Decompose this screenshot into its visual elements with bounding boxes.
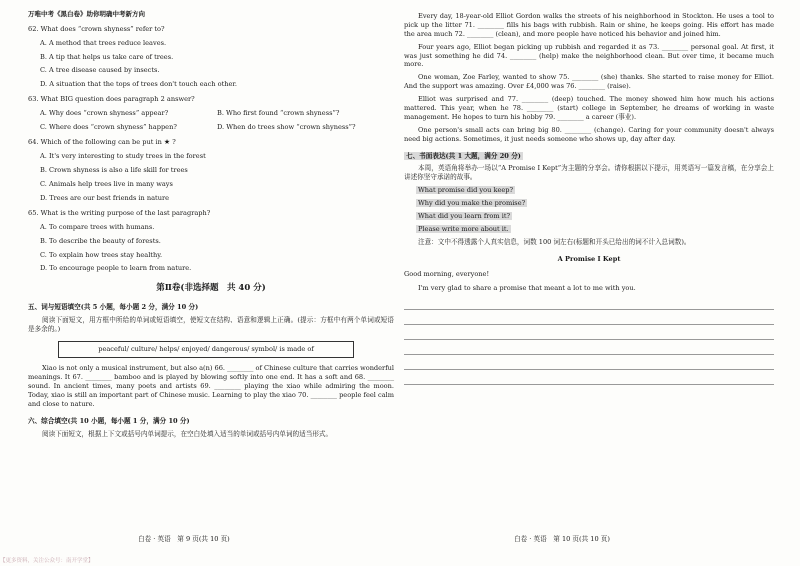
option: A. To compare trees with humans. [40,222,155,231]
prompt-text: Please write more about it. [418,224,509,233]
option: B. A tip that helps us take care of trees. [40,52,174,61]
passage-paragraph: One person's small acts can bring big 80. ________ (change). Caring for your community doesn't always need big actions. Sometimes, it just needs someone who shows up, day after day. [404,125,774,143]
prompt-text: What did you learn from it? [418,212,511,221]
option: C. Animals help trees live in many ways [40,180,173,189]
question-63 [28,95,394,132]
section7-title-text: 七、书面表达(共 1 大题，满分 20 分) [406,151,521,160]
page-footer-right: 白卷 · 英语 第 10 页(共 10 页) [514,535,610,544]
section7-title [404,152,774,161]
writing-line [404,295,774,310]
header-note: 万唯中考《黑白卷》助你明确中考新方向 [28,10,145,18]
option: A. It's very interesting to study trees in the forest [40,152,206,161]
option: A. A method that trees reduce leaves. [40,38,167,47]
right-column [404,0,774,566]
section5-instructions: 阅读下面短文，用方框中所给的单词或短语填空，使短文在结构、语意和逻辑上正确。(提示：方框中有两个单词或短语是多余的。) [28,315,394,333]
star-icon: ★ [163,137,171,146]
prompt-text: What promise did you keep? [418,186,514,195]
question-stem [28,138,394,147]
question-62 [28,25,394,89]
option: A. Why does “crown shyness” appear? [40,109,169,118]
passage-paragraph: Four years ago, Elliot began picking up rubbish and regarded it as 73. ________ personal goal. At first, it was just something he did 74. ________ (help) make the neighborhood clean. But over time, it became much more. [404,42,774,69]
option: D. To encourage people to learn from nature. [40,264,192,273]
option: B. Crown shyness is also a life skill for trees [40,166,188,175]
question-65 [28,209,394,273]
passage-paragraph: Elliot was surprised and 77. ________ (deep) touched. The money showed him how much his actions mattered. This year, when he 78. ________ (start) college in September, he dreams of working in waste management. He hopes to turn his hobby 79. ________ a career (事业). [404,95,774,121]
writing-area[interactable] [404,295,774,385]
option-row [40,109,394,118]
option: D. A situation that the tops of trees don't touch each other. [40,80,237,89]
section5-title: 五、词与短语填空(共 5 小题，每小题 2 分，满分 10 分) [28,302,199,311]
section6-title: 六、综合填空(共 10 小题，每小题 1 分，满分 10 分) [28,416,190,425]
option: D. Trees are our best friends in nature [40,194,170,202]
option: D. When do trees show “crown shyness”? [217,123,356,131]
question-stem: 65. What is the writing purpose of the last paragraph? [28,208,211,217]
stem-text: 64. Which of the following can be put in [28,137,164,146]
option: C. A tree disease caused by insects. [40,66,160,75]
word-box: peaceful/ culture/ helps/ enjoyed/ dangerous/ symbol/ is made of [58,341,354,358]
question-stem: 63. What BIG question does paragraph 2 answer? [28,95,195,104]
writing-line [404,355,774,370]
part2-title: 第Ⅱ卷(非选择题 共 40 分) [156,283,266,294]
writing-line [404,370,774,385]
writing-line [404,340,774,355]
option: C. To explain how trees stay healthy. [40,250,163,259]
passage-paragraph: Every day, 18-year-old Elliot Gordon walks the streets of his neighborhood in Stockton. He uses a tool to pick up the litter 71. ________ fills his bags with rubbish. Rain or shine, he keeps going. His effort has made the area much 72. ________ (clean), and more people have noticed his behavior and joined him. [404,12,774,38]
essay-opening: I'm very glad to share a promise that meant a lot to me with you. [418,284,636,293]
writing-line [404,325,774,340]
prompt-item [416,186,774,195]
essay-title: A Promise I Kept [557,254,621,263]
question-stem: 62. What does “crown shyness” refer to? [28,24,165,33]
stem-text: ? [170,137,176,146]
watermark-banner: 【更多资料，关注公众号：南开学堂】 [0,558,94,564]
option: B. To describe the beauty of forests. [40,236,161,245]
option: C. Where does “crown shyness” happen? [40,123,177,131]
question-64 [28,138,394,203]
section6-instructions: 阅读下面短文，根据上下文或括号内单词提示，在空白处填入适当的单词或括号内单词的适当形式。 [42,429,333,438]
prompt-item [416,225,774,234]
passage-paragraph: One woman, Zoe Farley, wanted to show 75. ________ (she) thanks. She started to raise money for Elliot. And the support was amazing. Over £4,000 was 76. ________ (raise). [404,73,774,91]
writing-line [404,310,774,325]
option: B. Who first found “crown shyness”? [217,109,340,118]
option-row [40,123,394,132]
prompt-item [416,199,774,208]
section7-instructions: 本周，英语角将举办一场以“A Promise I Kept”为主题的分享会。请你根据以下提示，用英语写一篇发言稿，在分享会上讲述你坚守承诺的故事。 [404,164,774,182]
page-footer-left: 白卷 · 英语 第 9 页(共 10 页) [138,535,230,544]
prompt-text: Why did you make the promise? [418,199,526,208]
left-column [28,0,394,566]
section5-passage: Xiao is not only a musical instrument, but also a(n) 66. ________ of Chinese culture that carries wonderful meanings. It 67. ________ bamboo and is played by blowing softly into one end. It has a soft and 68. ________ sound. In ancient times, many poets and artists 69. ________ playing the xiao while admiring the moon. Today, xiao is still an important part of Chinese music. Learning to play the xiao 70. ________ people feel calm and close to nature. [28,364,395,408]
prompt-item [416,212,774,221]
writing-note: 注意：文中不得透露个人真实信息，词数 100 词左右(标题和开头已给出的词不计入总词数)。 [418,237,691,246]
essay-opening: Good morning, everyone! [404,269,490,278]
